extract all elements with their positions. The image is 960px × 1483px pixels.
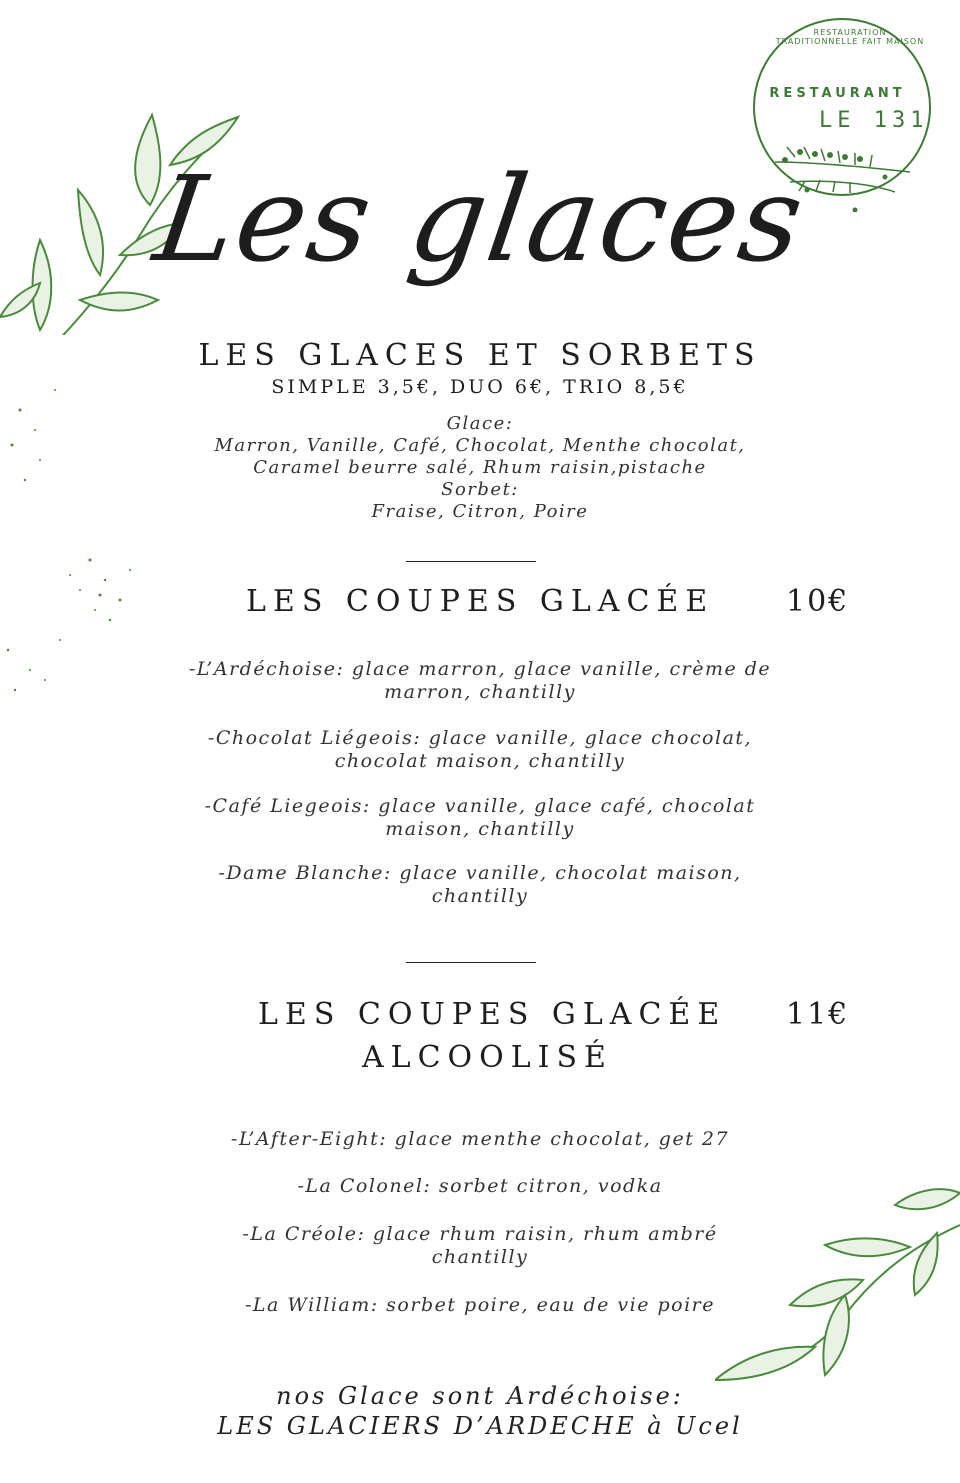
section-prices: SIMPLE 3,5€, DUO 6€, TRIO 8,5€ — [271, 376, 689, 398]
menu-item-line2: chantilly — [431, 885, 529, 907]
logo-arc-text: RESTAURATION TRADITIONNELLE FAIT MAISON — [775, 28, 925, 46]
section-price: 11€ — [786, 997, 850, 1032]
section-price: 10€ — [786, 584, 850, 619]
logo-label: RESTAURANT — [769, 86, 906, 101]
footer-line2: LES GLACIERS D’ARDECHE à Ucel — [217, 1412, 743, 1440]
menu-item-line1: -L’Ardéchoise: glace marron, glace vanille, crème de — [188, 658, 772, 680]
glace-label: Glace: — [446, 413, 514, 434]
leaf-branch-bottom-right — [715, 1185, 960, 1385]
menu-item-line1: -Dame Blanche: glace vanille, chocolat maison, — [218, 862, 742, 884]
section-title-glaces-sorbets: LES GLACES ET SORBETS — [198, 338, 762, 373]
footer-line1: nos Glace sont Ardéchoise: — [276, 1382, 684, 1410]
page-title: Les glaces — [147, 150, 813, 288]
section-title-coupes-alcoolise: LES COUPES GLACÉE — [258, 997, 727, 1032]
divider — [406, 561, 536, 562]
sorbet-label: Sorbet: — [441, 479, 519, 500]
menu-item-line1: -L’After-Eight: glace menthe chocolat, get 27 — [230, 1128, 730, 1150]
divider — [406, 962, 536, 963]
logo-name: LE 131 — [819, 108, 929, 133]
menu-item-line1: -La Créole: glace rhum raisin, rhum ambré — [242, 1223, 718, 1245]
section-title-coupes-glacee: LES COUPES GLACÉE — [246, 584, 715, 619]
menu-item-line1: -Café Liegeois: glace vanille, glace café, chocolat — [204, 795, 756, 817]
glace-flavors-line1: Marron, Vanille, Café, Chocolat, Menthe chocolat, — [214, 435, 746, 456]
menu-item-line2: marron, chantilly — [384, 681, 576, 703]
menu-item-line2: chocolat maison, chantilly — [334, 750, 626, 772]
section-title-coupes-alcoolise-line2: ALCOOLISÉ — [362, 1040, 613, 1075]
menu-item-line1: -Chocolat Liégeois: glace vanille, glace chocolat, — [207, 727, 753, 749]
menu-item-line1: -La Colonel: sorbet citron, vodka — [297, 1175, 663, 1197]
glace-flavors-line2: Caramel beurre salé, Rhum raisin,pistache — [253, 457, 707, 478]
menu-item-line1: -La William: sorbet poire, eau de vie poire — [244, 1294, 716, 1316]
sorbet-flavors: Fraise, Citron, Poire — [371, 501, 589, 522]
menu-item-line2: chantilly — [431, 1246, 529, 1268]
menu-item-line2: maison, chantilly — [385, 818, 575, 840]
